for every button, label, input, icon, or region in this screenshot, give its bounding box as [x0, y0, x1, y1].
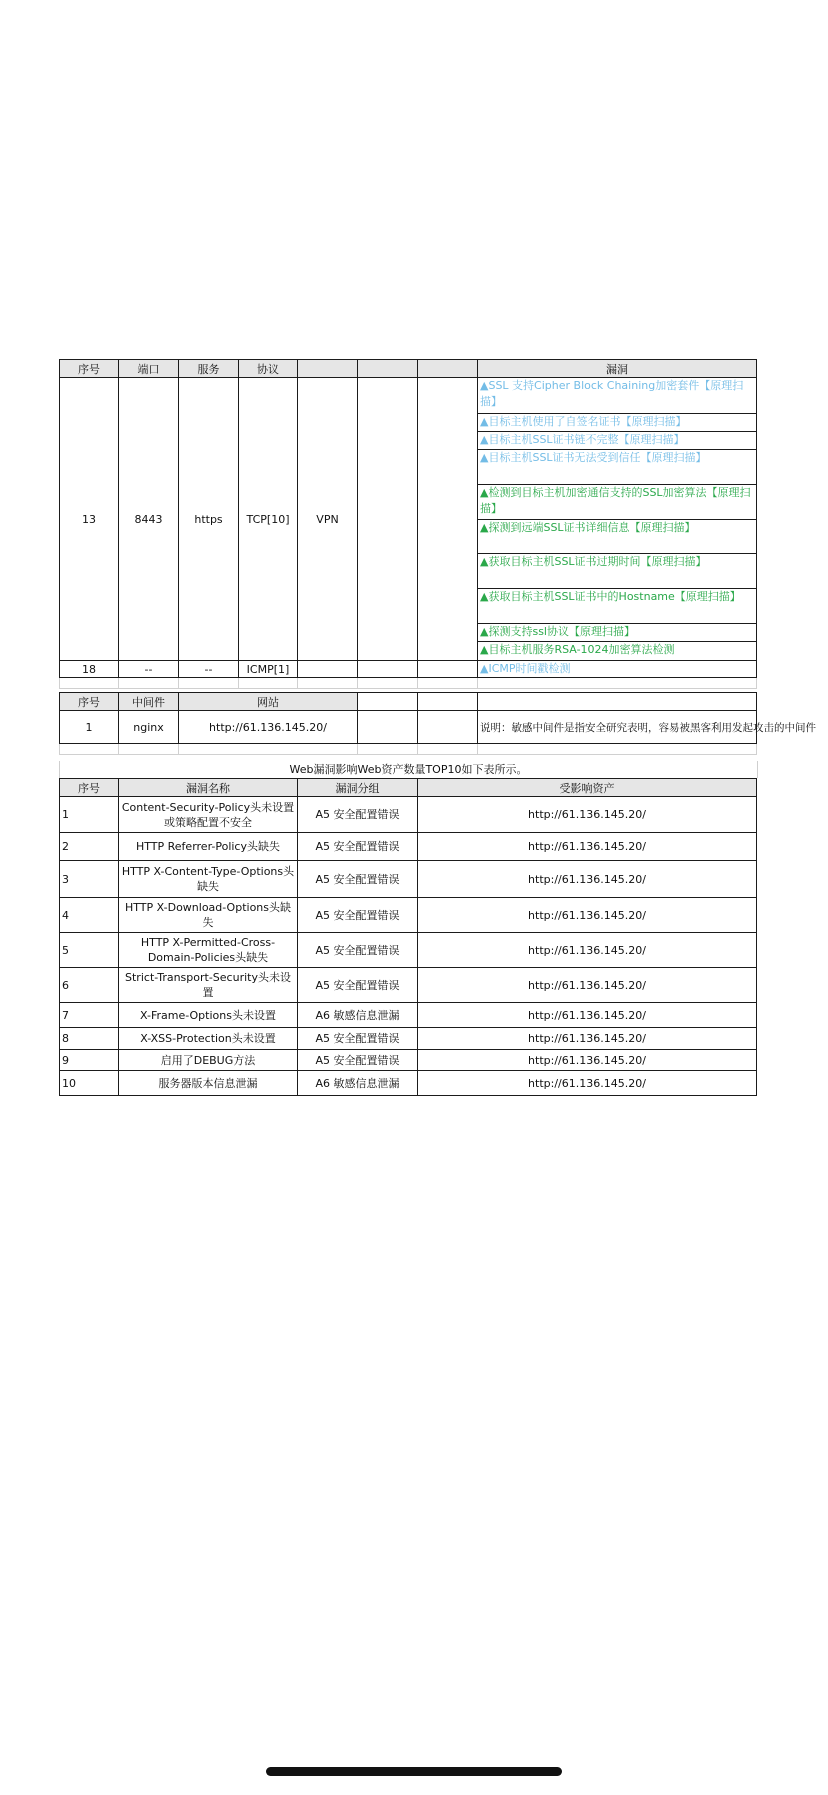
- protocol-cell: ICMP[1]: [239, 661, 298, 678]
- table-row: [60, 861, 757, 898]
- vuln-name-cell: HTTP X-Download-Options头缺失: [119, 898, 298, 933]
- col-header: 漏洞名称: [119, 779, 298, 797]
- vuln-group-cell: A6 敏感信息泄漏: [298, 1003, 418, 1028]
- empty-cell: [418, 661, 478, 678]
- asset-cell[interactable]: http://61.136.145.20/: [418, 1028, 757, 1050]
- vuln-list-cell[interactable]: [478, 661, 757, 678]
- middleware-cell: nginx: [119, 711, 179, 744]
- vuln-link[interactable]: ▲探测到远端SSL证书详细信息【原理扫描】: [480, 521, 696, 534]
- table-row: [60, 661, 757, 678]
- vuln-name-cell: HTTP X-Content-Type-Options头缺失: [119, 861, 298, 898]
- vuln-link[interactable]: ▲目标主机使用了自签名证书【原理扫描】: [480, 415, 687, 428]
- table-row: [60, 378, 757, 661]
- vuln-group-cell: A5 安全配置错误: [298, 833, 418, 861]
- vuln-name-cell: Strict-Transport-Security头未设置: [119, 968, 298, 1003]
- vuln-link[interactable]: ▲探测支持ssl协议【原理扫描】: [480, 625, 635, 638]
- port-cell: 8443: [119, 378, 179, 661]
- seq-cell: 1: [60, 711, 119, 744]
- empty-cell: [358, 378, 418, 661]
- vuln-item[interactable]: [478, 554, 756, 589]
- port-vuln-table: [59, 359, 757, 689]
- empty-cell: [358, 661, 418, 678]
- seq-cell: 7: [60, 1003, 119, 1028]
- vuln-item[interactable]: [478, 414, 756, 432]
- vuln-link[interactable]: ▲目标主机SSL证书无法受到信任【原理扫描】: [480, 451, 707, 464]
- seq-cell: 2: [60, 833, 119, 861]
- port-cell: --: [119, 661, 179, 678]
- table-row: [60, 898, 757, 933]
- seq-cell: 18: [60, 661, 119, 678]
- table-row: [60, 933, 757, 968]
- table-header-row: [60, 779, 757, 797]
- col-header: 漏洞分组: [298, 779, 418, 797]
- empty-cell: [298, 661, 358, 678]
- extra-cell: VPN: [298, 378, 358, 661]
- site-cell[interactable]: http://61.136.145.20/: [179, 711, 358, 744]
- protocol-cell: TCP[10]: [239, 378, 298, 661]
- col-header: [358, 360, 418, 378]
- vuln-name-cell: X-Frame-Options头未设置: [119, 1003, 298, 1028]
- col-header: [298, 360, 358, 378]
- vuln-link[interactable]: ▲目标主机SSL证书链不完整【原理扫描】: [480, 433, 685, 446]
- col-header: 漏洞: [478, 360, 757, 378]
- seq-cell: 10: [60, 1071, 119, 1096]
- asset-cell[interactable]: http://61.136.145.20/: [418, 933, 757, 968]
- vuln-link[interactable]: ▲获取目标主机SSL证书中的Hostname【原理扫描】: [480, 590, 741, 603]
- asset-cell[interactable]: http://61.136.145.20/: [418, 1071, 757, 1096]
- vuln-group-cell: A5 安全配置错误: [298, 968, 418, 1003]
- seq-cell: 4: [60, 898, 119, 933]
- vuln-name-cell: 启用了DEBUG方法: [119, 1050, 298, 1071]
- table-row: [60, 1003, 757, 1028]
- vuln-name-cell: HTTP Referrer-Policy头缺失: [119, 833, 298, 861]
- table-row: [60, 797, 757, 833]
- vuln-group-cell: A5 安全配置错误: [298, 1028, 418, 1050]
- seq-cell: 1: [60, 797, 119, 833]
- vuln-link[interactable]: ▲获取目标主机SSL证书过期时间【原理扫描】: [480, 555, 707, 568]
- vuln-link[interactable]: ▲目标主机服务RSA-1024加密算法检测: [480, 643, 675, 656]
- col-header: [418, 693, 478, 711]
- vuln-group-cell: A5 安全配置错误: [298, 898, 418, 933]
- col-header: 中间件: [119, 693, 179, 711]
- vuln-list-cell: [478, 378, 757, 661]
- vuln-item[interactable]: [478, 450, 756, 485]
- web-vuln-top10-table: [59, 778, 757, 1096]
- vuln-item[interactable]: [478, 589, 756, 624]
- seq-cell: 13: [60, 378, 119, 661]
- vuln-item[interactable]: [478, 378, 756, 414]
- asset-cell[interactable]: http://61.136.145.20/: [418, 1050, 757, 1071]
- asset-cell[interactable]: http://61.136.145.20/: [418, 797, 757, 833]
- seq-cell: 3: [60, 861, 119, 898]
- seq-cell: 8: [60, 1028, 119, 1050]
- col-header: 协议: [239, 360, 298, 378]
- empty-cell: [418, 711, 478, 744]
- asset-cell[interactable]: http://61.136.145.20/: [418, 898, 757, 933]
- col-header: [418, 360, 478, 378]
- vuln-group-cell: A5 安全配置错误: [298, 797, 418, 833]
- table-row: [60, 1050, 757, 1071]
- vuln-name-cell: X-XSS-Protection头未设置: [119, 1028, 298, 1050]
- seq-cell: 5: [60, 933, 119, 968]
- vuln-link[interactable]: ▲检测到目标主机加密通信支持的SSL加密算法【原理扫描】: [480, 486, 751, 515]
- vuln-item[interactable]: [478, 624, 756, 642]
- service-cell: https: [179, 378, 239, 661]
- table-row: [60, 833, 757, 861]
- vuln-link[interactable]: ▲ICMP时间戳检测: [480, 662, 571, 675]
- table-caption: Web漏洞影响Web资产数量TOP10如下表所示。: [59, 761, 758, 778]
- col-header: 序号: [60, 693, 119, 711]
- seq-cell: 9: [60, 1050, 119, 1071]
- vuln-name-cell: HTTP X-Permitted-Cross-Domain-Policies头缺失: [119, 933, 298, 968]
- col-header: 受影响资产: [418, 779, 757, 797]
- table-header-row: [60, 360, 757, 378]
- note-cell: 说明：敏感中间件是指安全研究表明，容易被黑客利用发起攻击的中间件: [478, 711, 757, 744]
- vuln-link[interactable]: ▲SSL 支持Cipher Block Chaining加密套件【原理扫描】: [480, 379, 744, 408]
- vuln-group-cell: A5 安全配置错误: [298, 1050, 418, 1071]
- col-header: [478, 693, 757, 711]
- vuln-item[interactable]: [478, 519, 756, 554]
- vuln-group-cell: A6 敏感信息泄漏: [298, 1071, 418, 1096]
- middleware-table: [59, 692, 816, 755]
- asset-cell[interactable]: http://61.136.145.20/: [418, 833, 757, 861]
- asset-cell[interactable]: http://61.136.145.20/: [418, 1003, 757, 1028]
- table-row: [60, 711, 757, 744]
- col-header: 序号: [60, 360, 119, 378]
- col-header: 端口: [119, 360, 179, 378]
- vuln-group-cell: A5 安全配置错误: [298, 861, 418, 898]
- col-header: 序号: [60, 779, 119, 797]
- table-row: [60, 1071, 757, 1096]
- vuln-item[interactable]: [478, 432, 756, 450]
- empty-cell: [358, 711, 418, 744]
- service-cell: --: [179, 661, 239, 678]
- col-header: 服务: [179, 360, 239, 378]
- seq-cell: 6: [60, 968, 119, 1003]
- col-header: [358, 693, 418, 711]
- vuln-group-cell: A5 安全配置错误: [298, 933, 418, 968]
- vuln-name-cell: Content-Security-Policy头未设置或策略配置不安全: [119, 797, 298, 833]
- spacer-row: [60, 744, 757, 755]
- vuln-item[interactable]: [478, 485, 756, 519]
- spacer-row: [60, 678, 757, 689]
- col-header: 网站: [179, 693, 358, 711]
- table-row: [60, 1028, 757, 1050]
- table-row: [60, 968, 757, 1003]
- empty-cell: [418, 378, 478, 661]
- asset-cell[interactable]: http://61.136.145.20/: [418, 968, 757, 1003]
- table-header-row: [60, 693, 757, 711]
- asset-cell[interactable]: http://61.136.145.20/: [418, 861, 757, 898]
- vuln-item[interactable]: [478, 642, 756, 659]
- home-indicator[interactable]: [266, 1767, 562, 1776]
- vuln-name-cell: 服务器版本信息泄漏: [119, 1071, 298, 1096]
